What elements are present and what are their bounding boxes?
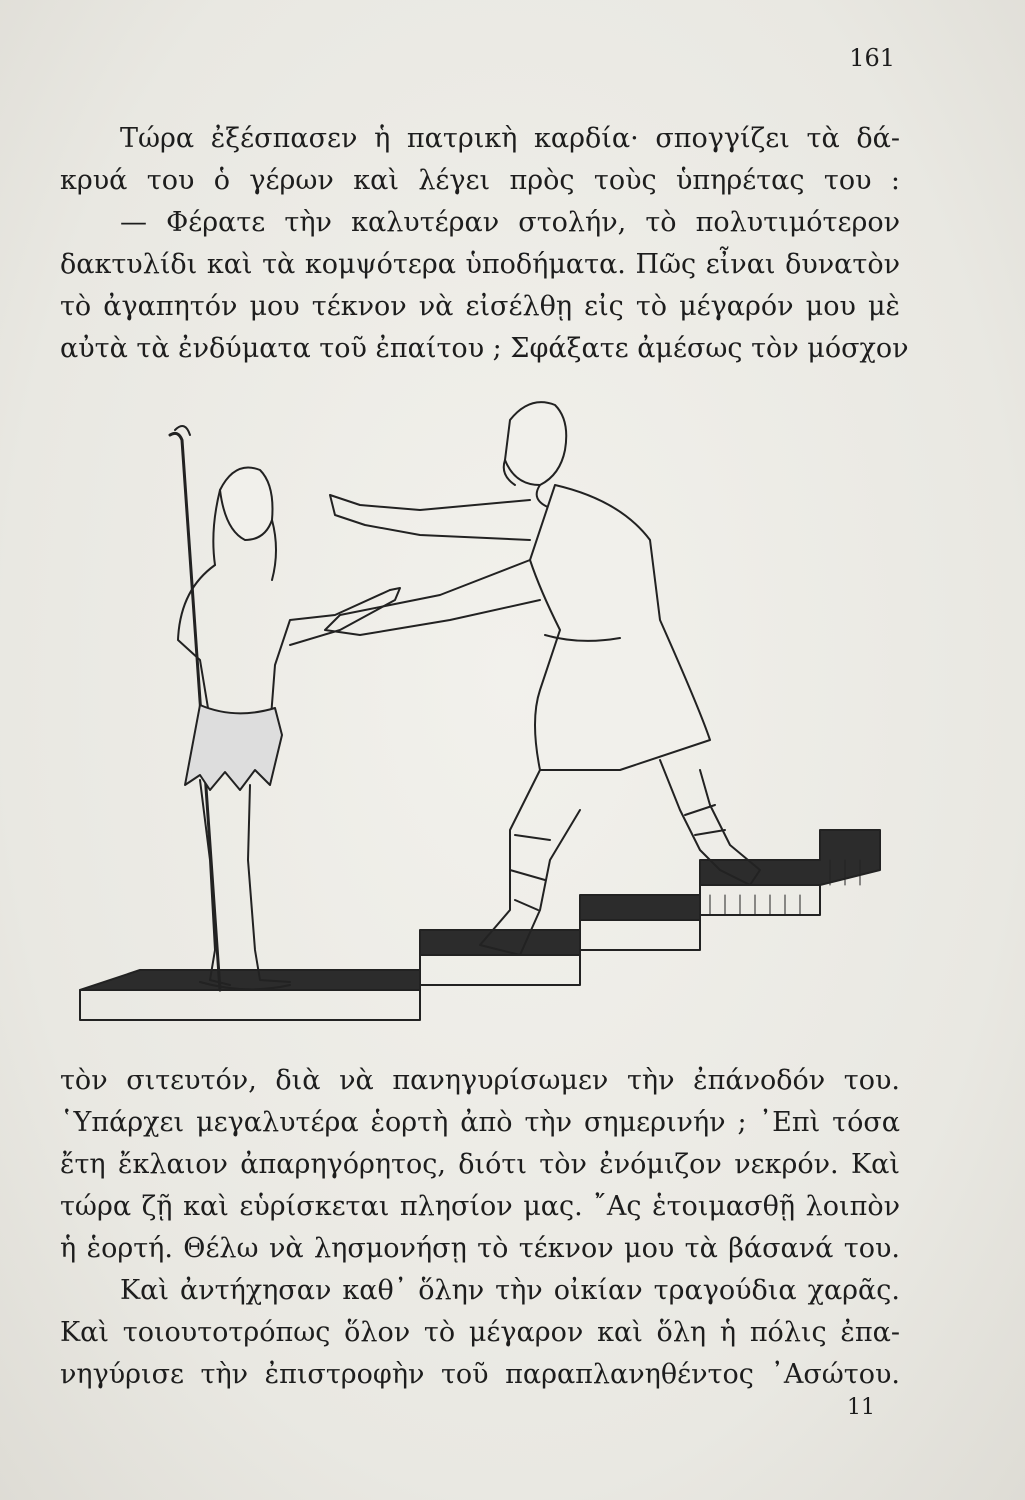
text-line: ἡ ἑορτή. Θέλω νὰ λησμονήσῃ τὸ τέκνον μου τὰ βάσανά του. bbox=[60, 1233, 900, 1264]
text-line: ῾Υπάρχει μεγαλυτέρα ἑορτὴ ἀπὸ τὴν σημερινήν ; ᾿Επὶ τόσα bbox=[60, 1107, 900, 1138]
text-line: αὐτὰ τὰ ἐνδύματα τοῦ ἐπαίτου ; Σφάξατε ἀμέσως τὸν μόσχον bbox=[60, 333, 909, 364]
page-number: 161 bbox=[849, 44, 895, 72]
prodigal-son-return-illustration bbox=[60, 390, 900, 1055]
text-line: — Φέρατε τὴν καλυτέραν στολήν, τὸ πολυτιμότερον bbox=[120, 207, 900, 238]
text-block-bottom bbox=[60, 1060, 900, 1396]
text-line: Καὶ τοιουτοτρόπως ὅλον τὸ μέγαρον καὶ ὅλη ἡ πόλις ἐπα- bbox=[60, 1317, 900, 1348]
text-line: Τώρα ἐξέσπασεν ἡ πατρικὴ καρδία· σπογγίζει τὰ δά- bbox=[120, 123, 900, 154]
text-line: νηγύρισε τὴν ἐπιστροφὴν τοῦ παραπλανηθέντος ᾿Ασώτου. bbox=[60, 1359, 900, 1390]
text-line: τὸν σιτευτόν, διὰ νὰ πανηγυρίσωμεν τὴν ἐπάνοδόν του. bbox=[60, 1065, 900, 1096]
text-line: τώρα ζῇ καὶ εὑρίσκεται πλησίον μας. ῎Ας ἑτοιμασθῇ λοιπὸν bbox=[60, 1191, 900, 1222]
text-line: κρυά του ὁ γέρων καὶ λέγει πρὸς τοὺς ὑπηρέτας του : bbox=[60, 165, 900, 196]
text-line: Καὶ ἀντήχησαν καθ᾿ ὅλην τὴν οἰκίαν τραγούδια χαρᾶς. bbox=[120, 1275, 900, 1306]
text-line: ἔτη ἔκλαιον ἀπαρηγόρητος, διότι τὸν ἐνόμιζον νεκρόν. Καὶ bbox=[60, 1149, 900, 1180]
text-block-top bbox=[60, 118, 909, 370]
printer-signature: 11 bbox=[847, 1395, 875, 1420]
text-line: δακτυλίδι καὶ τὰ κομψότερα ὑποδήματα. Πῶς εἶναι δυνατὸν bbox=[60, 249, 900, 280]
text-line: τὸ ἀγαπητόν μου τέκνον νὰ εἰσέλθῃ εἰς τὸ μέγαρόν μου μὲ bbox=[60, 291, 900, 322]
